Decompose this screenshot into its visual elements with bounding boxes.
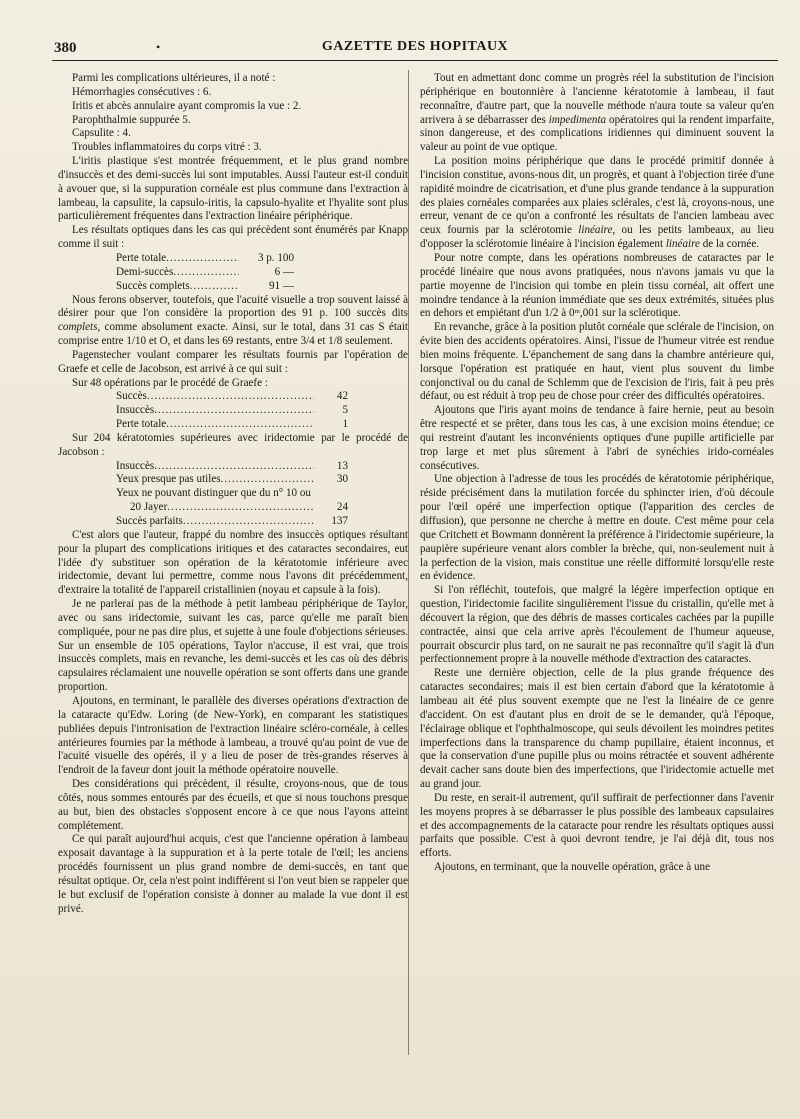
results-table-knapp: [58, 252, 294, 294]
stat-value: 30: [336, 473, 348, 486]
column-divider: [408, 70, 409, 1055]
stat-value: 1: [342, 418, 348, 431]
complication-item: Capsulite : 4.: [72, 127, 131, 140]
stat-label: Yeux ne pouvant distinguer que du n° 10 ou: [116, 487, 311, 500]
stat-row: [116, 418, 348, 432]
paragraph: Si l'on réfléchit, toutefois, que malgré la légère imperfection optique en question, l'iridectomie facilite singulièrement l'issue du cristallin, qu'elle met à découvert la région, que des débris de masses corticales cachées par la pupille contractée, ainsi que cela arrive après l'écoulement de l'humeur aqueuse, pourrait obscurcir plus tard, on ne saurait ne pas reconnaître qu'il s'agit là d'un perfectionnement propre à la nouvelle méthode d'extraction des cataractes.: [420, 584, 774, 666]
stat-label: Succès parfaits: [116, 515, 183, 527]
paragraph: Sur 48 opérations par le procédé de Graefe :: [72, 376, 268, 389]
right-column: [420, 72, 774, 875]
paragraph: Je ne parlerai pas de la méthode à petit lambeau périphérique de Taylor, avec ou sans iridectomie, suivant les cas, parce qu'elle me paraît bien compliquée, pour ne pas dire plus, et sujette à une foule d'objections sérieuses. Sur un ensemble de 105 opérations, Taylor n'accuse, il est vrai, que trois insuccès complets, mais en revanche, les demi-succès et les cas où des débris capsulaires réclamaient une nouvelle opération se sont offerts dans une grande proportion.: [58, 598, 408, 694]
paragraph: Ajoutons, en terminant, que la nouvelle opération, grâce à une: [434, 861, 711, 874]
results-table-graefe: [58, 390, 348, 432]
paragraph: Des considérations qui précèdent, il résulte, croyons-nous, que de tous côtés, nous sommes entourés par des écueils, et que si nous touchons presque au but, bien des obstacles s'opposent encore à ce que nous l'ayons atteint complétement.: [58, 778, 408, 832]
stat-value: 6 —: [274, 265, 294, 278]
stat-row: [116, 252, 294, 266]
paragraph: Sur 204 kératotomies supérieures avec iridectomie par le procédé de Jacobson :: [58, 431, 408, 458]
stat-row: [116, 404, 348, 418]
stat-row: [116, 266, 294, 280]
paragraph: Pour notre compte, dans les opérations nombreuses de cataractes par le procédé linéaire que nous avons pratiquées, nous n'avons jamais vu que la partie moyenne de l'incision qui tombe en plein tissu cornéal, ait offert une moindre tendance à la réunion immédiate que ses deux extrémités, situées plus en dehors et empiétant d'un 1/2 à 0ᵐ,001 sur la sclérotique.: [420, 251, 774, 320]
paragraph: Ajoutons, en terminant, le parallèle des diverses opérations d'extraction de la cataracte qu'Edw. Loring (de New-York), en comparant les statistiques publiées depuis l'intronisation de l'extraction linéaire scléro-cornéale, à celles antérieures fournies par la méthode à lambeau, a trouvé qu'au point de vue de l'acuité visuelle des opérés, il y a lieu de poser de très-grandes réserves à l'endroit de la faveur dont jouit la méthode opératoire nouvelle.: [58, 694, 408, 777]
complication-item: Troubles inflammatoires du corps vitré : 3.: [72, 141, 262, 154]
paragraph: Une objection à l'adresse de tous les procédés de kératotomie périphérique, réside précisément dans la mutilation forcée du sphincter irien, d'où découle pour l'œil opéré une imperfection optique (l'apparition des cercles de diffusion), que personne ne cherche à mettre en doute. C'est même pour cela que Critchett et Bowmann donnèrent la préférence à l'iridectomie supérieure, la paupière supérieure venant alors combler la brèche, qui, non-seulement nuit à la perfection de la vision, mais constitue une réelle difformité lorsqu'elle reste en évidence.: [420, 473, 774, 583]
page-header: [52, 38, 778, 61]
stat-value: 42: [336, 390, 348, 403]
results-table-jacobson: [58, 460, 348, 529]
stat-label: Succès: [116, 390, 147, 403]
header-bullet: •: [156, 40, 161, 54]
paragraph: Pagenstecher voulant comparer les résultats fournis par l'opération de Graefe et celle de Jacobson, est arrivé à ce qui suit :: [58, 348, 408, 375]
paragraph: Nous ferons observer, toutefois, que l'acuité visuelle a trop souvent laissé à désirer pour que l'on considère la proportion des 91 p. 100 succès dits complets, comme absolument exacte. Ainsi, sur le total, dans 31 cas S était comprise entre 1/10 et O, et dans les 69 restants, entre 3/4 et 1/8 seulement.: [58, 293, 408, 348]
stat-row: [116, 390, 348, 404]
stat-label: Perte totale: [116, 251, 167, 264]
left-column: [58, 72, 408, 916]
complications-intro: Parmi les complications ultérieures, il a noté :: [72, 72, 276, 84]
paragraph: Du reste, en serait-il autrement, qu'il suffirait de perfectionner dans l'avenir les moyens propres à se débarrasser le plus possible des lambeaux capsulaires et des accompagnements de la cataracte pour rendre les résultats optiques aussi parfaits que possible. C'est à quoi devront tendre, je l'ai déjà dit, tous nos efforts.: [420, 791, 774, 860]
stat-value: 5: [342, 404, 348, 417]
stat-row: [116, 501, 348, 515]
paragraph: La position moins périphérique que dans le procédé primitif donnée à l'incision constitue, avons-nous dit, un progrès, et quant à l'objection tirée d'une rapidité moindre de cicatrisation, et d'une plus grande tendance à la suppuration des plaies cornéales comparées aux plaies sclérales, c'est là, croyons-nous, une erreur, venant de ce qu'on a confronté les résultats de l'ancien lambeau avec ceux fournis par la sclérotomie linéaire, ou les petits lambeaux, au lieu d'opposer la sclérotomie linéaire à l'incision également linéaire de la cornée.: [420, 155, 774, 251]
stat-row: [116, 473, 348, 487]
stat-label: Insuccès: [116, 459, 155, 472]
stat-label: Insuccès: [116, 404, 155, 417]
stat-label: Yeux presque pas utiles: [116, 473, 221, 486]
stat-value: 3 p. 100: [257, 251, 294, 264]
paragraph: Reste une dernière objection, celle de la plus grande fréquence des cataractes secondaires; mais il est bien certain d'abord que la kératotomie à lambeau ait été plus souvent exempte que ne l'est la linéaire de ce genre d'accident. On est d'autant plus en droit de se le demander, qu'à l'époque, l'éclairage oblique et l'ophthalmoscope, qui seuls dévoilent les moindres petites imperfections dans la transparence du champ pupillaire, étaient inconnus, et que la conservation d'une pupille plus ou moins rétractée et souvent adhérente devait cacher sans doute bien des imperfections, que l'iridectomie actuelle met au grand jour.: [420, 667, 774, 791]
stat-label: Succès complets: [116, 279, 190, 292]
complication-item: Iritis et abcès annulaire ayant compromis la vue : 2.: [72, 99, 302, 112]
stat-row: [116, 460, 348, 474]
paragraph: Ce qui paraît aujourd'hui acquis, c'est que l'ancienne opération à lambeau exposait davantage à la suppuration et à la perte totale de l'œil; les anciens procédés fournissent un plus grand nombre de demi-succès, en tant que résultat optique. Or, cela n'est point indifférent si l'on veut bien se rappeler que le but exclusif de l'opération consiste à donner au malade la vue dont il est privé.: [58, 833, 408, 915]
stat-label: Demi-succès: [116, 265, 174, 278]
page-number: 380: [54, 40, 77, 56]
stat-value: 137: [331, 515, 348, 527]
stat-row: [116, 515, 348, 529]
stat-value: 13: [336, 459, 348, 472]
journal-title: GAZETTE DES HOPITAUX: [321, 39, 509, 54]
paragraph: C'est alors que l'auteur, frappé du nombre des insuccès optiques résultant pour la plupart des complications iritiques et des cataractes secondaires, eut l'idée d'y substituer son opération de la kératotomie inférieure avec iridectomie, devant lui permettre, comme nous l'avons dit précédemment, d'extraire la totalité de l'appareil cristallinien (noyau et capsule à la fois).: [58, 528, 408, 597]
stat-label: Perte totale: [116, 418, 167, 431]
paragraph: Ajoutons que l'iris ayant moins de tendance à faire hernie, peut au besoin être respecté et se prêter, dans tous les cas, à une excision moins étendue; ce qui restreint d'autant les inconvénients optiques d'une pupille artificielle par trop large et met plus sûrement à l'abri de synéchies irido-cornéales consécutives.: [420, 404, 774, 472]
paragraph: Les résultats optiques dans les cas qui précèdent sont énumérés par Knapp comme il suit :: [58, 224, 408, 251]
paragraph: L'iritis plastique s'est montrée fréquemment, et le plus grand nombre d'insuccès et des demi-succès lui sont imputables. Aussi l'auteur est-il conduit à avouer que, si la suppuration cornéale est plus commune dans l'extraction à lambeau, la capsulite, la capsulo-iritis, la capsulo-hyalite et l'hyalite sont plus particulièrement fréquentes dans l'extraction linéaire périphérique.: [58, 155, 408, 223]
paragraph: En revanche, grâce à la position plutôt cornéale que sclérale de l'incision, on évite bien des accidents opératoires. Ainsi, l'issue de l'humeur vitrée est rendue bien moins fréquente. L'épanchement de sang dans la chambre antérieure qui, lorsque l'opération est pratiquée en haut, vient plus souvent du limbe conjonctival ou du canal de Schlemm que de l'excision de l'iris, fait à peu près défaut, ou est réduit à trop peu de chose pour créer des difficultés opératoires.: [420, 321, 774, 403]
stat-value: 91 —: [269, 279, 294, 292]
complication-item: Parophthalmie suppurée 5.: [72, 113, 191, 126]
complication-item: Hémorrhagies consécutives : 6.: [72, 85, 212, 98]
paragraph: Tout en admettant donc comme un progrès réel la substitution de l'incision périphérique en boutonnière à l'ancienne kératotomie à lambeau, il faut reconnaître, d'autre part, que la nouvelle méthode n'aura toute sa valeur qu'en arrivera à se débarrasser des impedimenta opératoires qui la rendent imparfaite, sinon dangereuse, et des complications iridiennes qui diminuent souvent la valeur au point de vue optique.: [420, 72, 774, 154]
stat-row: [116, 280, 294, 294]
stat-label: 20 Jayer: [130, 501, 168, 514]
stat-value: 24: [336, 501, 348, 514]
